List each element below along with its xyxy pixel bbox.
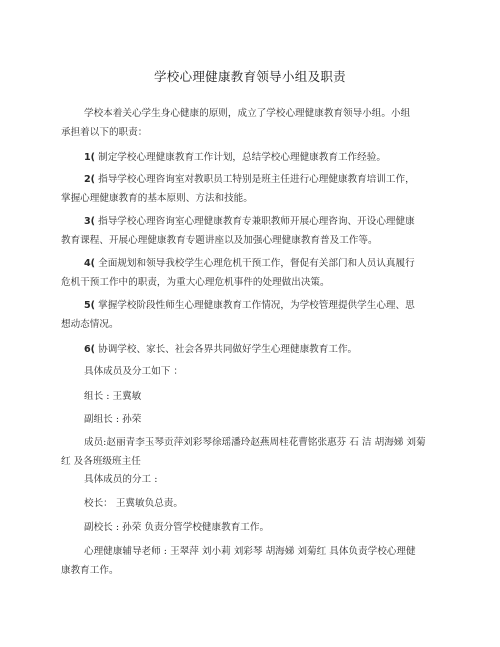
duty-item-2 — [61, 170, 434, 208]
deputy-leader: 副组长 : 孙荣 — [84, 414, 142, 425]
duty-item-3 — [61, 212, 434, 250]
duty-text-continued: 想动态情况。 — [61, 319, 119, 330]
duty-text: 指导学校心理咨询室对教职员工特别是班主任进行心理健康教育培训工作， — [95, 174, 415, 185]
duty-text: 制定学校心理健康教育工作计划，总结学校心理健康教育工作经验。 — [95, 152, 386, 163]
intro-line-2: 承担着以下的职责： — [61, 127, 148, 138]
duty-text-continued: 掌握心理健康教育的基本原则、方法和技能。 — [61, 193, 253, 204]
member-list — [61, 433, 434, 471]
duty-item-5 — [61, 296, 434, 334]
group-leader: 组长 : 王冀敏 — [84, 391, 142, 402]
duty-item-6 — [66, 340, 434, 359]
counselor-line-1: 心理健康辅导老师 : 王翠萍 刘小莉 刘彩琴 胡海娣 刘菊红 具体负责学校心理健 — [84, 546, 416, 557]
document-title: 学校心理健康教育领导小组及职责 — [153, 69, 346, 84]
duty-number: 5( — [84, 300, 96, 311]
duty-text: 协调学校、家长、社会各界共同做好学生心理健康教育工作。 — [95, 344, 358, 355]
duty-number: 3( — [84, 216, 96, 227]
duty-text: 掌握学校阶段性师生心理健康教育工作情况，为学校管理提供学生心理、思 — [95, 300, 415, 311]
duty-text: 全面规划和领导我校学生心理危机干预工作，督促有关部门和人员认真履行 — [95, 258, 415, 269]
member-list-line-1: 成员:赵丽青李玉琴贡萍刘彩琴徐瑶潘玲赵燕周桂花曹铭张惠芬 石 洁 胡海娣 刘菊 — [84, 437, 426, 448]
duty-item-1 — [66, 148, 434, 167]
members-heading: 具体成员及分工如下 ： — [84, 366, 183, 377]
member-list-line-2: 红 及各班级班主任 — [61, 456, 141, 467]
counselor-line-2: 康教育工作。 — [61, 565, 119, 576]
counselor-duty — [61, 542, 434, 580]
vice-principal-duty: 副校长 : 孙荣 负责分管学校健康教育工作。 — [84, 522, 270, 533]
duty-text-continued: 教育课程、开展心理健康教育专题讲座以及加强心理健康教育普及工作等。 — [61, 235, 378, 246]
duty-number: 6( — [84, 344, 96, 355]
duty-number: 4( — [84, 258, 96, 269]
principal-duty: 校长： 王冀敏负总责。 — [84, 498, 183, 509]
division-heading: 具体成员的分工 : — [84, 474, 158, 485]
intro-paragraph — [61, 104, 434, 142]
duty-number: 2( — [84, 174, 96, 185]
intro-line-1: 学校本着关心学生身心健康的原则，成立了学校心理健康教育领导小组。小组 — [84, 108, 411, 119]
duty-text-continued: 危机干预工作中的职责，为重大心理危机事件的处理做出决策。 — [61, 277, 330, 288]
duty-number: 1( — [84, 152, 96, 163]
duty-text: 指导学校心理咨询室心理健康教育专兼职教师开展心理咨询、开设心理健康 — [95, 216, 415, 227]
duty-item-4 — [61, 254, 434, 292]
